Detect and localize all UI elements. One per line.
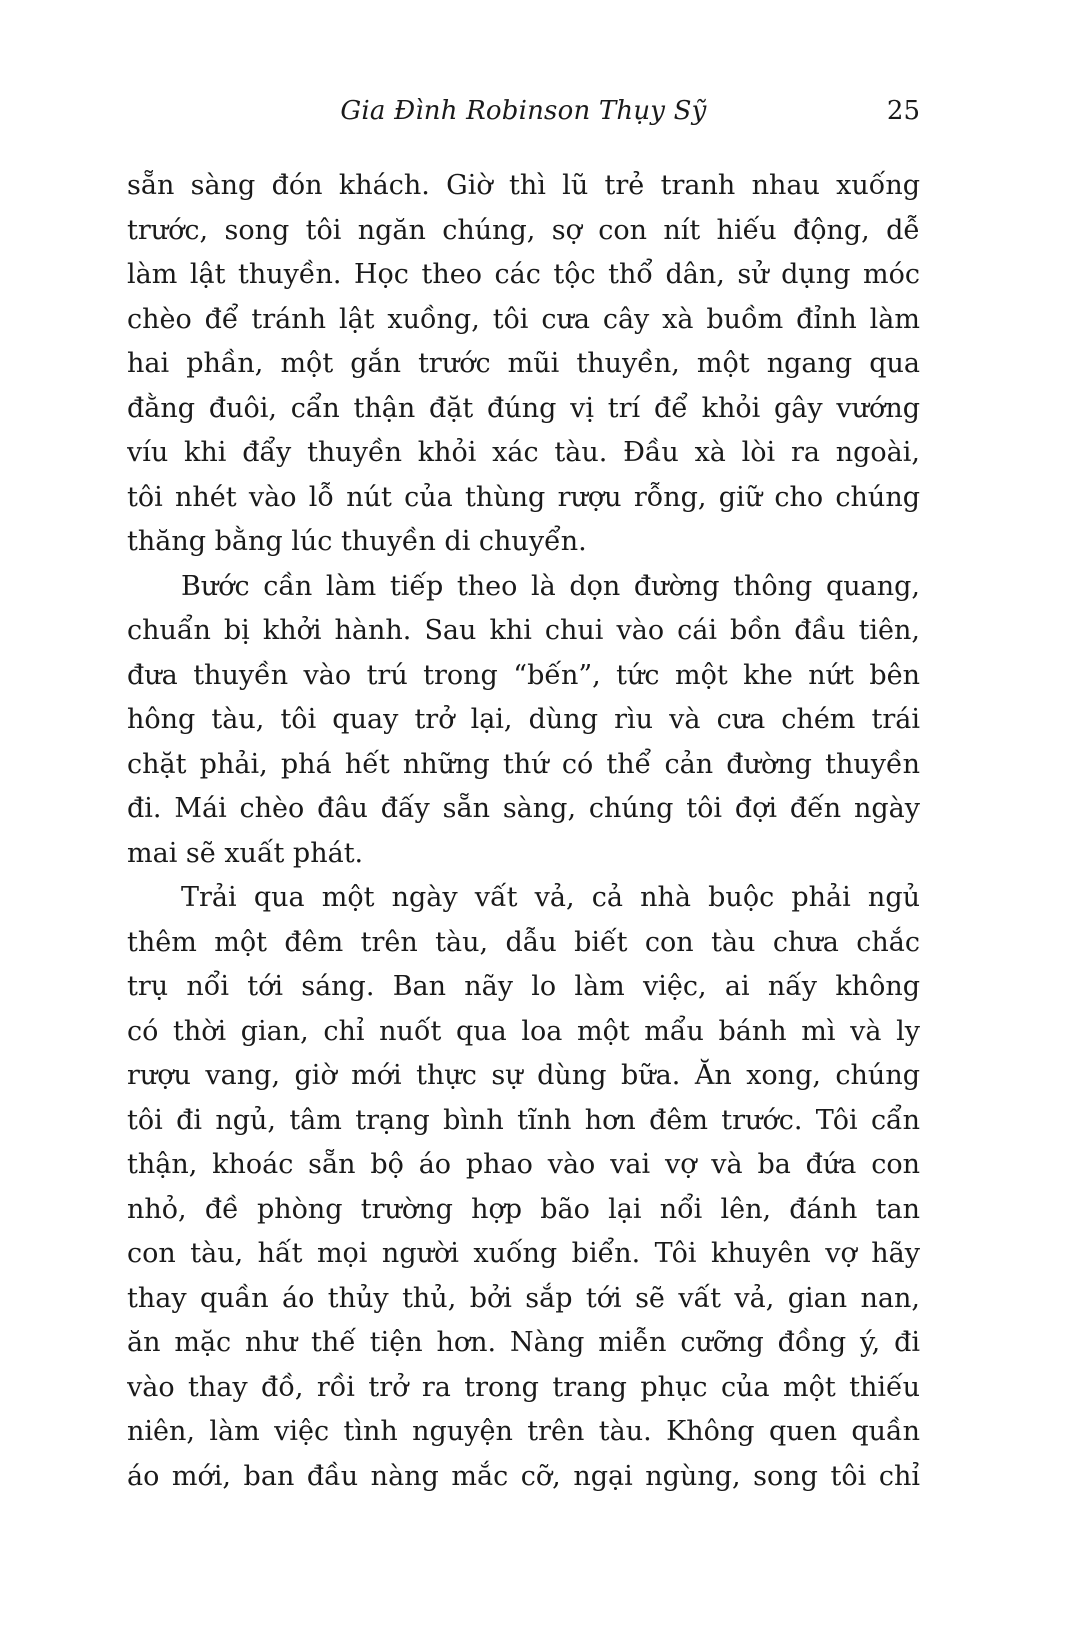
text-line: thăng bằng lúc thuyền di chuyển. xyxy=(127,526,587,557)
book-title: Gia Đình Robinson Thụy Sỹ xyxy=(340,96,707,126)
text-line: tôi đi ngủ, tâm trạng bình tĩnh hơn đêm trước. Tôi cẩn xyxy=(127,1104,920,1136)
text-line: có thời gian, chỉ nuốt qua loa một mẩu bánh mì và ly xyxy=(127,1015,920,1047)
text-line: thận, khoác sẵn bộ áo phao vào vai vợ và ba đứa con xyxy=(127,1149,920,1180)
text-line: Bước cần làm tiếp theo là dọn đường thông quang, xyxy=(181,570,920,602)
page-number: 25 xyxy=(886,96,920,126)
text-line: trụ nổi tới sáng. Ban nãy lo làm việc, ai nấy không xyxy=(127,971,920,1002)
text-line: nhỏ, đề phòng trường hợp bão lại nổi lên, đánh tan xyxy=(127,1193,920,1225)
text-line: trước, song tôi ngăn chúng, sợ con nít hiếu động, dễ xyxy=(127,214,920,246)
text-line: thay quần áo thủy thủ, bởi sắp tới sẽ vất vả, gian nan, xyxy=(127,1282,920,1314)
text-line: Trải qua một ngày vất vả, cả nhà buộc phải ngủ xyxy=(181,882,920,913)
running-header xyxy=(127,91,920,131)
text-line: áo mới, ban đầu nàng mắc cỡ, ngại ngùng, song tôi chỉ xyxy=(127,1460,920,1492)
text-line: rượu vang, giờ mới thực sự dùng bữa. Ăn xong, chúng xyxy=(127,1060,920,1091)
text-line: làm lật thuyền. Học theo các tộc thổ dân, sử dụng móc xyxy=(127,259,920,290)
text-line: víu khi đẩy thuyền khỏi xác tàu. Đầu xà lòi ra ngoài, xyxy=(127,437,920,468)
text-line: thêm một đêm trên tàu, dẫu biết con tàu chưa chắc xyxy=(127,926,920,958)
text-line: sẵn sàng đón khách. Giờ thì lũ trẻ tranh nhau xuống xyxy=(127,170,920,201)
text-line: niên, làm việc tình nguyện trên tàu. Không quen quần xyxy=(127,1416,920,1447)
text-line: hai phần, một gắn trước mũi thuyền, một ngang qua xyxy=(127,348,920,379)
text-line: đưa thuyền vào trú trong “bến”, tức một khe nứt bên xyxy=(127,659,920,691)
text-line: vào thay đồ, rồi trở ra trong trang phục của một thiếu xyxy=(127,1371,920,1403)
text-line: chuẩn bị khởi hành. Sau khi chui vào cái bồn đầu tiên, xyxy=(127,615,920,646)
body-text xyxy=(127,164,920,1499)
text-line: chặt phải, phá hết những thứ có thể cản đường thuyền xyxy=(127,748,920,780)
text-line: hông tàu, tôi quay trở lại, dùng rìu và cưa chém trái xyxy=(127,704,920,735)
text-line: con tàu, hất mọi người xuống biển. Tôi khuyên vợ hãy xyxy=(127,1238,920,1269)
text-line: đi. Mái chèo đâu đấy sẵn sàng, chúng tôi đợi đến ngày xyxy=(127,793,920,824)
text-line: mai sẽ xuất phát. xyxy=(127,837,364,869)
text-line: đằng đuôi, cẩn thận đặt đúng vị trí để khỏi gây vướng xyxy=(127,392,920,424)
text-line: ăn mặc như thế tiện hơn. Nàng miễn cưỡng đồng ý, đi xyxy=(127,1327,920,1358)
text-line: chèo để tránh lật xuồng, tôi cưa cây xà buồm đỉnh làm xyxy=(127,303,920,335)
text-line: tôi nhét vào lỗ nút của thùng rượu rỗng, giữ cho chúng xyxy=(127,481,920,513)
